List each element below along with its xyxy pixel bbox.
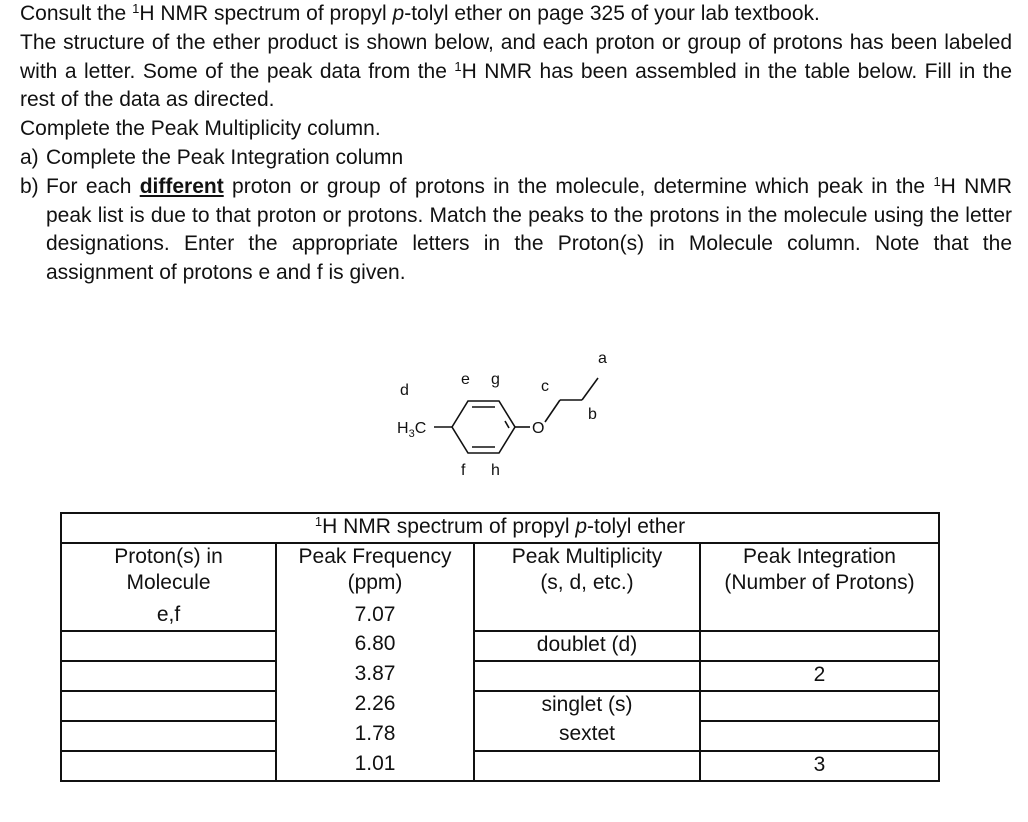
integration-cell[interactable] xyxy=(700,631,939,661)
instruction-paragraph-2 xyxy=(20,29,1012,115)
integration-cell[interactable] xyxy=(700,691,939,721)
item-label: b) xyxy=(20,174,39,198)
integration-cell[interactable] xyxy=(700,602,939,631)
table-header-row xyxy=(61,543,939,602)
chain-bond xyxy=(582,378,598,400)
table-row xyxy=(61,691,939,721)
header-line: Peak Integration xyxy=(743,545,896,568)
integration-cell[interactable]: 3 xyxy=(700,751,939,781)
table-row xyxy=(61,661,939,691)
frequency-cell: 7.07 xyxy=(276,602,474,631)
protons-cell[interactable] xyxy=(61,631,276,661)
table-row xyxy=(61,721,939,751)
table-row xyxy=(61,602,939,631)
protons-cell[interactable] xyxy=(61,721,276,751)
emphasized-text: different xyxy=(139,174,224,198)
instruction-item-b xyxy=(20,173,1012,288)
methyl-group: $H_3C$ xyxy=(397,420,427,441)
label-f: f xyxy=(461,462,466,479)
nmr-data-table xyxy=(60,512,940,782)
label-e: e xyxy=(461,371,470,388)
label-g: g xyxy=(491,371,500,388)
text-fragment: H NMR peak list is due to that proton or protons. Match the peaks to the protons in the molecule using the letter designations. Enter the appropriate letters in the Proton(s) in Molecule column. Note that the assignment of protons e and f is given. xyxy=(46,174,1012,285)
multiplicity-cell[interactable]: singlet (s) xyxy=(474,691,700,721)
header-line: (s, d, etc.) xyxy=(540,571,634,594)
header-line: Peak Multiplicity xyxy=(511,545,663,568)
text-fragment: -tolyl ether xyxy=(587,515,686,538)
instruction-item-a xyxy=(20,144,1012,173)
text-fragment: -tolyl ether on page 325 of your lab textbook. xyxy=(404,2,820,25)
italic-text: p xyxy=(575,515,588,538)
text-fragment: For each xyxy=(46,174,140,198)
text-fragment: H NMR has been assembled in the table below. Fill in the rest of the data as directed. xyxy=(20,59,1013,112)
frequency-cell: 2.26 xyxy=(276,691,474,721)
label-c: c xyxy=(541,378,549,395)
multiplicity-cell[interactable]: sextet xyxy=(474,721,700,751)
benzene-ring xyxy=(452,401,515,453)
header-line: Molecule xyxy=(126,571,211,594)
label-a: a xyxy=(598,350,607,367)
header-frequency xyxy=(276,543,474,602)
instruction-line-1 xyxy=(20,0,1012,29)
item-label: a) xyxy=(20,145,39,169)
table-row xyxy=(61,631,939,661)
frequency-cell: 1.01 xyxy=(276,751,474,781)
header-line: (Number of Protons) xyxy=(724,571,915,594)
header-line: Proton(s) in xyxy=(114,545,223,568)
instruction-line-3: Complete the Peak Multiplicity column. xyxy=(20,117,381,141)
integration-cell[interactable] xyxy=(700,721,939,751)
text-fragment: proton or group of protons in the molecule, determine which peak in the xyxy=(223,174,934,198)
superscript: 1 xyxy=(933,173,941,189)
protons-cell[interactable] xyxy=(61,691,276,721)
frequency-cell: 1.78 xyxy=(276,721,474,751)
header-protons xyxy=(61,543,276,602)
molecule-structure xyxy=(380,340,640,490)
italic-text: p xyxy=(392,2,405,25)
superscript: 1 xyxy=(314,514,323,529)
multiplicity-cell[interactable] xyxy=(474,602,700,631)
oxygen-atom: O xyxy=(532,420,545,437)
text-fragment: Consult the xyxy=(20,2,133,25)
protons-cell[interactable]: e,f xyxy=(61,602,276,631)
table-title xyxy=(61,513,939,543)
ring-inner-bond xyxy=(505,421,509,428)
header-multiplicity xyxy=(474,543,700,602)
superscript: 1 xyxy=(454,58,462,74)
multiplicity-cell[interactable] xyxy=(474,751,700,781)
label-h: h xyxy=(491,462,500,479)
protons-cell[interactable] xyxy=(61,751,276,781)
protons-cell[interactable] xyxy=(61,661,276,691)
oxygen-carbon-bond xyxy=(545,400,560,422)
table-title-row xyxy=(61,513,939,543)
text-fragment: H NMR spectrum of propyl xyxy=(139,2,393,25)
superscript: 1 xyxy=(132,1,140,16)
frequency-cell: 6.80 xyxy=(276,631,474,661)
text-fragment: The structure of the ether product is shown below, and each proton or group of protons has been labeled with a letter. Some of the peak data from the xyxy=(20,30,1012,83)
header-line: Peak Frequency xyxy=(298,545,452,568)
table-row xyxy=(61,751,939,781)
instructions xyxy=(20,0,1012,288)
label-d: d xyxy=(400,382,409,399)
text-fragment: H NMR spectrum of propyl xyxy=(322,515,576,538)
multiplicity-cell[interactable]: doublet (d) xyxy=(474,631,700,661)
multiplicity-cell[interactable] xyxy=(474,661,700,691)
label-b: b xyxy=(588,406,597,423)
item-text: Complete the Peak Integration column xyxy=(46,145,404,169)
header-integration xyxy=(700,543,939,602)
integration-cell[interactable]: 2 xyxy=(700,661,939,691)
header-line: (ppm) xyxy=(347,571,403,594)
frequency-cell: 3.87 xyxy=(276,661,474,691)
